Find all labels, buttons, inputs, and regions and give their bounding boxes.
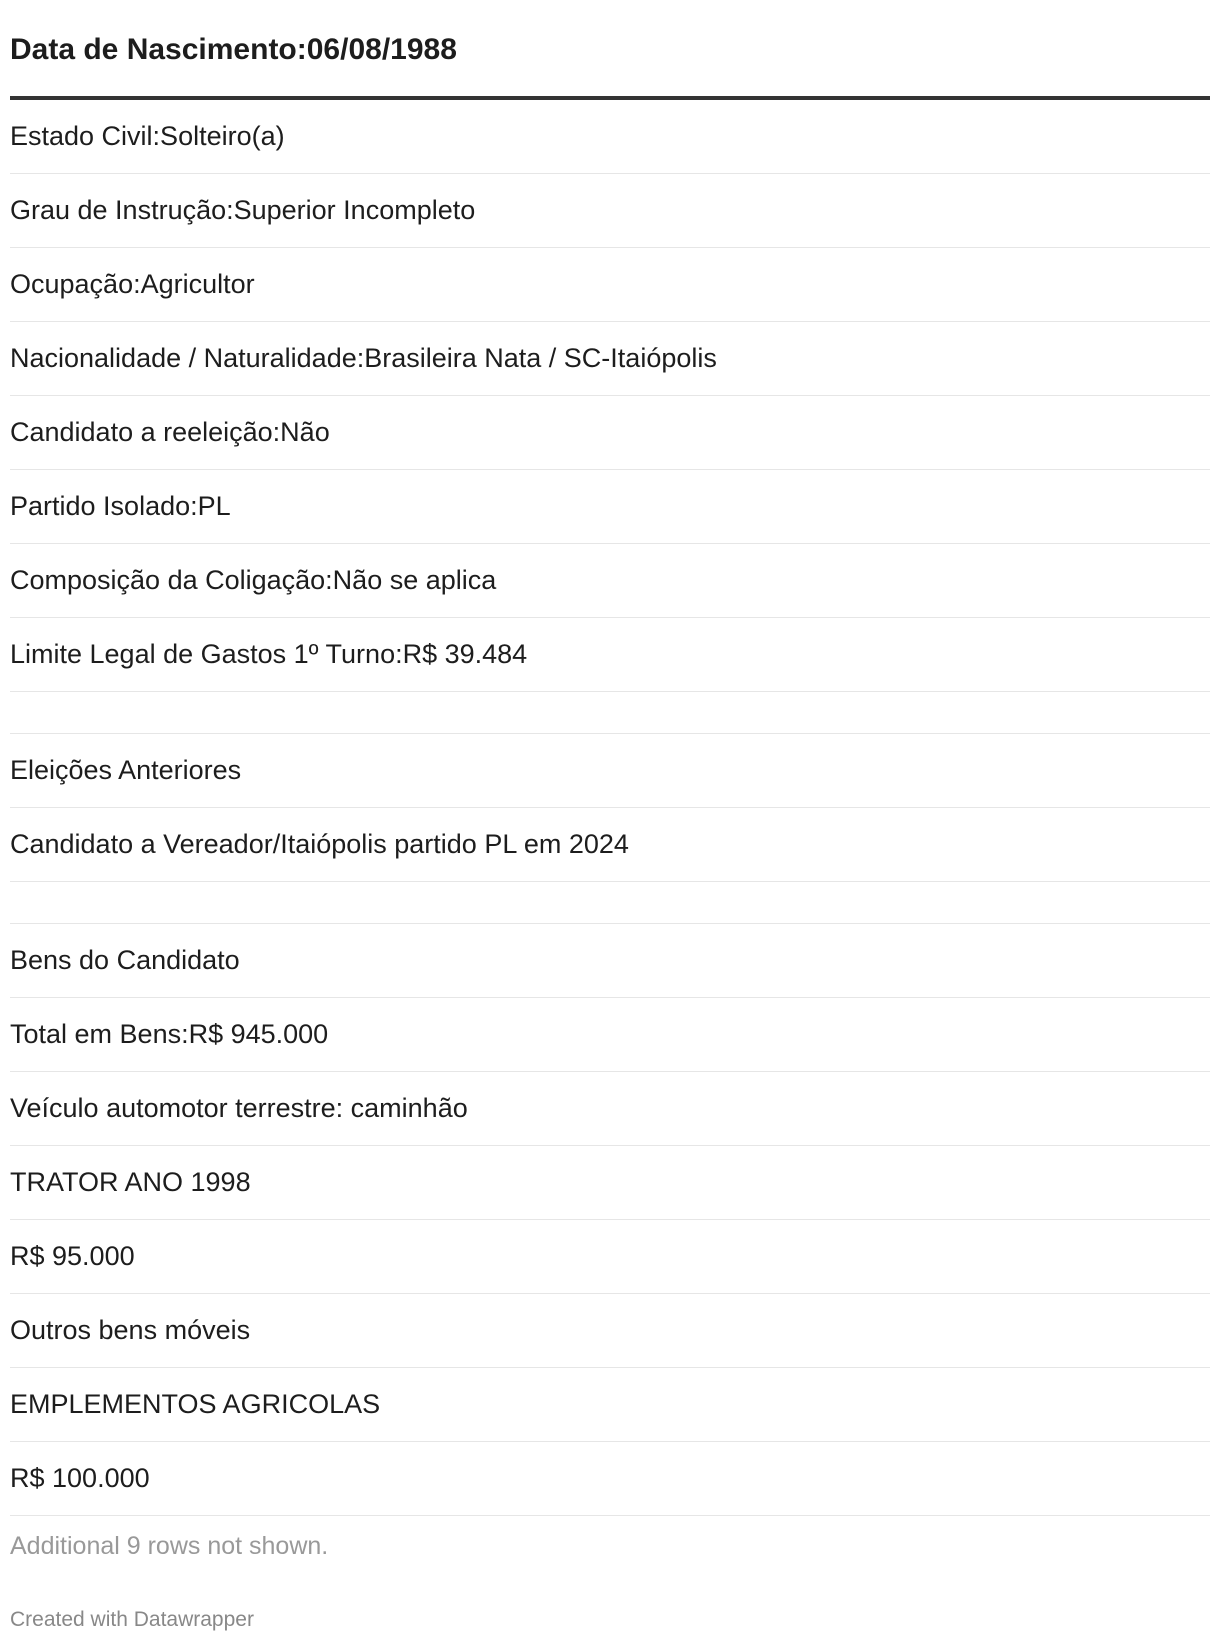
table-row: [10, 1442, 1210, 1516]
header-cell: Data de Nascimento:06/08/1988: [10, 33, 457, 66]
table-cell: Total em Bens:R$ 945.000: [10, 1019, 329, 1049]
table-cell: R$ 100.000: [10, 1463, 150, 1493]
table-row: [10, 100, 1210, 174]
table-cell: Candidato a Vereador/Itaiópolis partido PL em 2024: [10, 829, 629, 859]
table-row: [10, 322, 1210, 396]
table-row: [10, 174, 1210, 248]
table-row: [10, 924, 1210, 998]
table-row: [10, 470, 1210, 544]
table-cell: Limite Legal de Gastos 1º Turno:R$ 39.484: [10, 639, 528, 669]
rows-not-shown-note: Additional 9 rows not shown.: [10, 1532, 329, 1560]
table-cell: Partido Isolado:PL: [10, 491, 231, 521]
table-row: [10, 1294, 1210, 1368]
table-cell: Estado Civil:Solteiro(a): [10, 121, 285, 151]
table-cell: Nacionalidade / Naturalidade:Brasileira Nata / SC-Itaiópolis: [10, 343, 717, 373]
table-cell: EMPLEMENTOS AGRICOLAS: [10, 1389, 381, 1419]
table-cell: Eleições Anteriores: [10, 755, 242, 785]
table-cell: Candidato a reeleição:Não: [10, 417, 330, 447]
table-row-empty: [10, 882, 1210, 924]
table-row: [10, 734, 1210, 808]
table-row: [10, 1146, 1210, 1220]
table-row: [10, 618, 1210, 692]
table-cell: Composição da Coligação:Não se aplica: [10, 565, 497, 595]
table-row: [10, 808, 1210, 882]
table-row: [10, 248, 1210, 322]
table-row-empty: [10, 692, 1210, 734]
data-table: [10, 0, 1210, 1516]
table-row: [10, 998, 1210, 1072]
table-row: [10, 1368, 1210, 1442]
table-cell: Veículo automotor terrestre: caminhão: [10, 1093, 468, 1123]
table-row: [10, 396, 1210, 470]
datawrapper-credit: Created with Datawrapper: [10, 1608, 254, 1631]
table-row: [10, 1220, 1210, 1294]
table-row: [10, 1072, 1210, 1146]
table-cell: Bens do Candidato: [10, 945, 240, 975]
table-cell: Outros bens móveis: [10, 1315, 251, 1345]
table-cell: Grau de Instrução:Superior Incompleto: [10, 195, 476, 225]
table-cell: R$ 95.000: [10, 1241, 135, 1271]
table-cell: Ocupação:Agricultor: [10, 269, 255, 299]
table-cell: TRATOR ANO 1998: [10, 1167, 251, 1197]
table-row: [10, 544, 1210, 618]
table-header: [10, 0, 1210, 100]
